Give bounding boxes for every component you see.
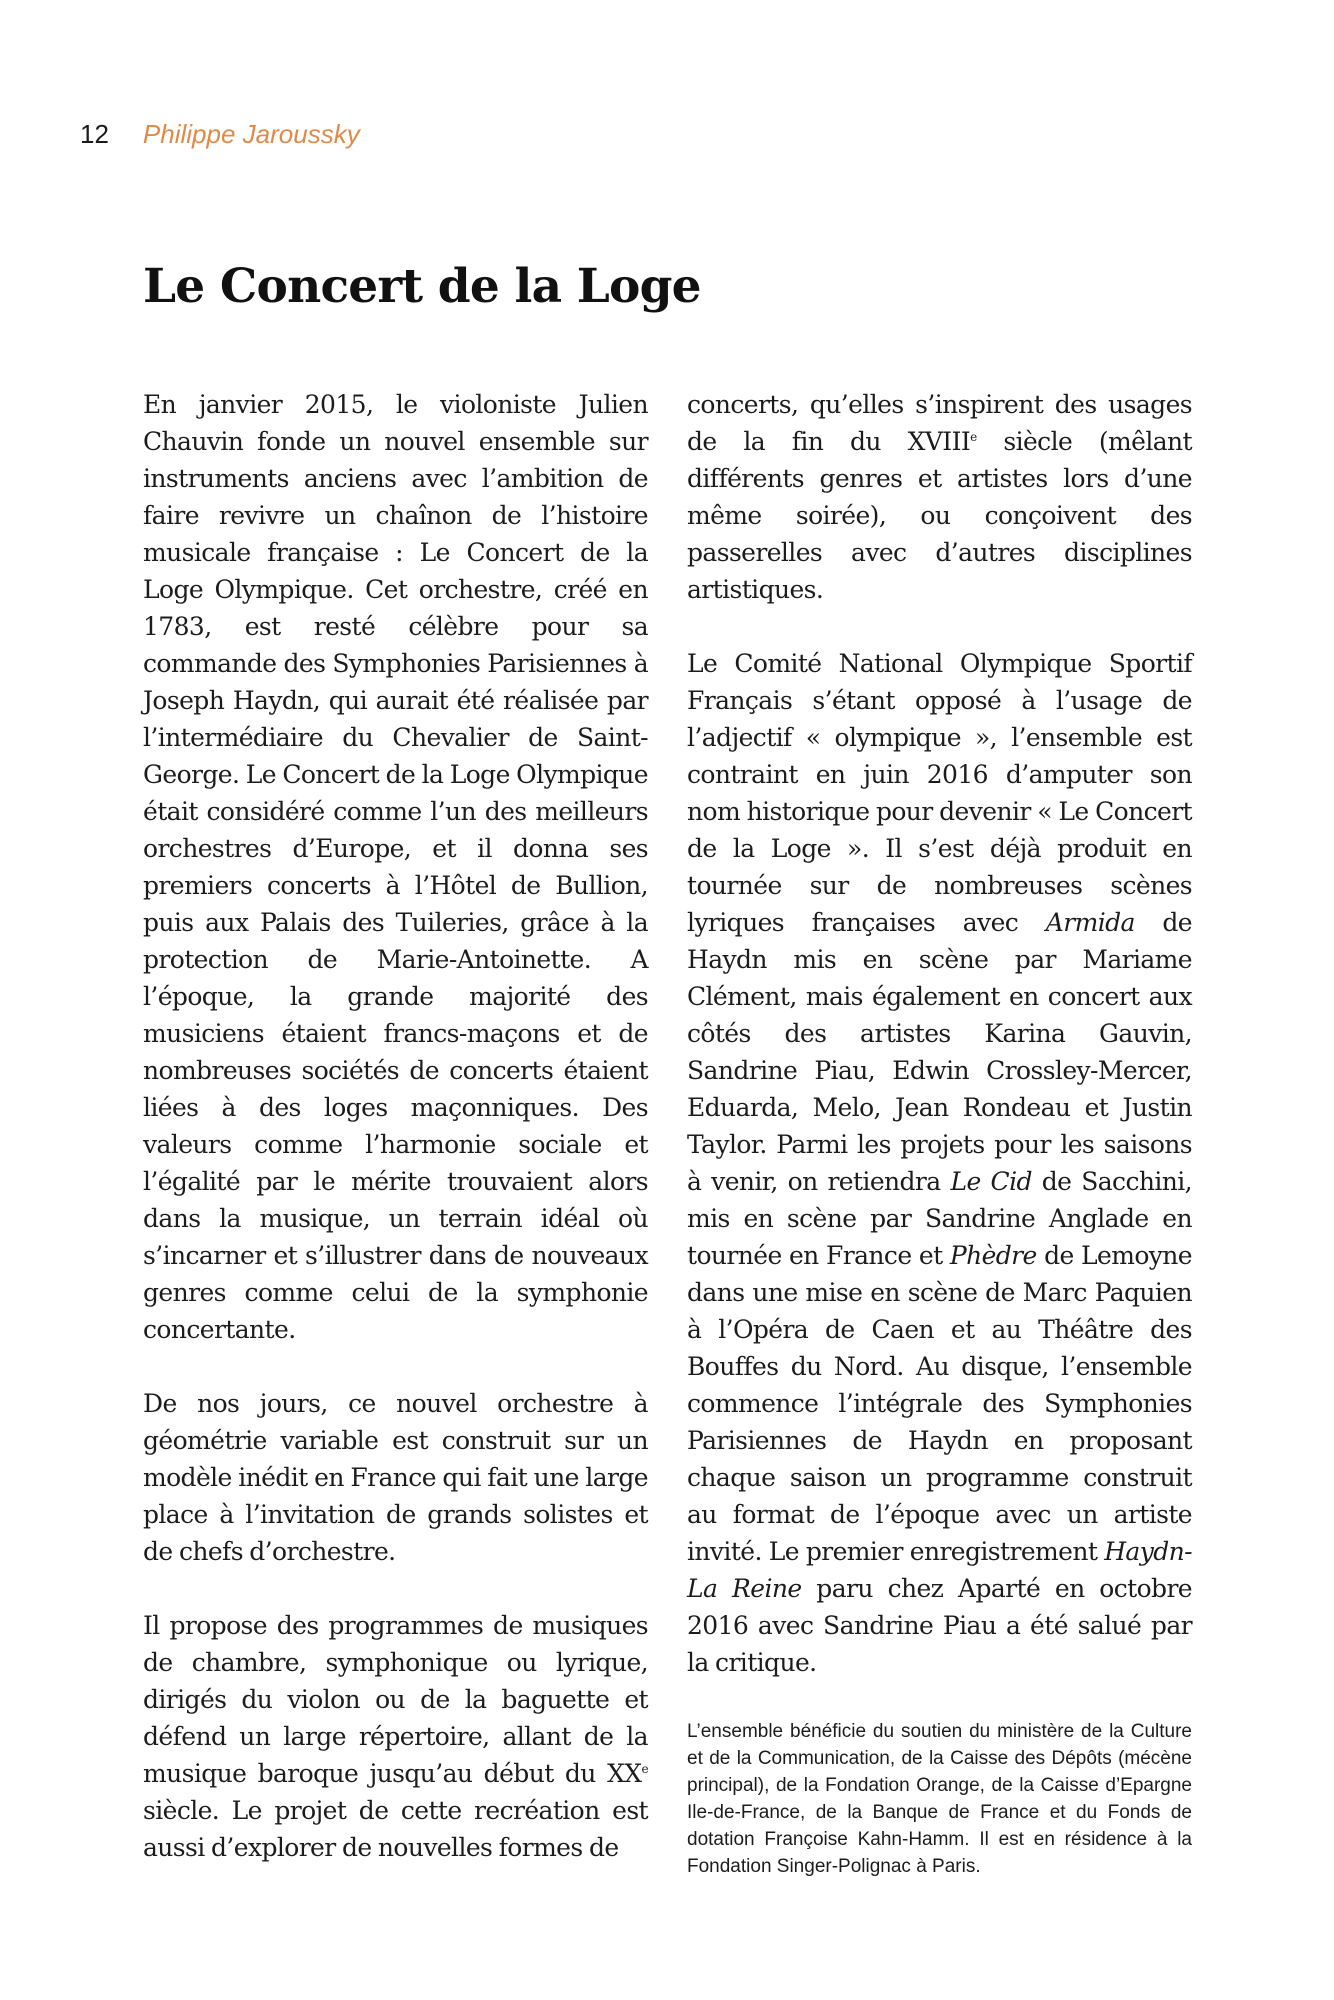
text-run: de Lemoyne dans une mise en scène de Marc Paquien à l’Opéra de Caen et au Théâtre des Bouffes du Nord. Au disque, l’ensemble commence l’intégrale des Symphonies Parisiennes de Haydn en proposant chaque saison un programme construit au format de l’époque avec un artiste invité. Le premier enregistrement (687, 1241, 1192, 1566)
work-title: Armida (1045, 908, 1135, 937)
text-run: siècle. Le projet de cette recréation est aussi d’explorer de nouvelles formes de (143, 1796, 648, 1862)
work-title: Phèdre (949, 1241, 1037, 1270)
paragraph (143, 1607, 648, 1866)
running-title: Philippe Jaroussky (142, 119, 360, 149)
left-column (143, 386, 648, 1866)
support-note: L’ensemble bénéficie du soutien du ministère de la Culture et de la Communication, de la Caisse des Dépôts (mécène principal), de la Fondation Orange, de la Caisse d’Epargne Ile-de-France, de la Banque de France et du Fonds de dotation Françoise Kahn-Hamm. Il est en résidence à la Fondation Singer-Polignac à Paris. (687, 1721, 1192, 1877)
page-number: 12 (80, 119, 109, 149)
right-column (687, 386, 1192, 1880)
work-title: Le Cid (950, 1167, 1032, 1196)
text-run: concerts, qu’elles s’inspirent des usages de la fin du XVIII (687, 390, 1192, 456)
text-run: Il propose des programmes de musiques de chambre, symphonique ou lyrique, dirigés du violon ou de la baguette et défend un large répertoire, allant de la musique baroque jusqu’au début du XX (143, 1611, 648, 1788)
text-run: de Haydn mis en scène par Mariame Clément, mais également en concert aux côtés des artistes Karina Gauvin, Sandrine Piau, Edwin Crossley-Mercer, Eduarda, Melo, Jean Rondeau et Justin Taylor. Parmi les projets pour les saisons à venir, on retiendra (687, 908, 1192, 1196)
running-header (80, 117, 360, 151)
text-run: Le Comité National Olympique Sportif Français s’étant opposé à l’usage de l’adjectif « olympique », l’ensemble est contraint en juin 2016 d’amputer son nom historique pour devenir « Le Concert de la Loge ». Il s’est déjà produit en tournée sur de nombreuses scènes lyriques françaises avec (687, 649, 1192, 937)
paragraph: De nos jours, ce nouvel orchestre à géométrie variable est construit sur un modèle inédit en France qui fait une large place à l’invitation de grands solistes et de chefs d’orchestre. (143, 1389, 648, 1566)
text-run: paru chez Aparté en octobre 2016 avec Sandrine Piau a été salué par la critique. (687, 1574, 1193, 1677)
superscript: e (970, 430, 977, 444)
text-run: siècle (mêlant différents genres et artistes lors d’une même soirée), ou conçoivent des passerelles avec d’autres disciplines artistiques. (687, 427, 1192, 604)
paragraph (687, 386, 1192, 608)
paragraph (687, 645, 1192, 1681)
text-run: de Sacchini, mis en scène par Sandrine Anglade en tournée en France et (687, 1167, 1192, 1270)
album-title: Haydn-La Reine (687, 1537, 1192, 1603)
superscript: e (641, 1762, 648, 1776)
article-title: Le Concert de la Loge (143, 259, 701, 314)
paragraph: En janvier 2015, le violoniste Julien Chauvin fonde un nouvel ensemble sur instruments anciens avec l’ambition de faire revivre un chaînon de l’histoire musicale française : Le Concert de la Loge Olympique. Cet orchestre, créé en 1783, est resté célèbre pour sa commande des Symphonies Parisiennes à Joseph Haydn, qui aurait été réalisée par l’intermédiaire du Chevalier de Saint-George. Le Concert de la Loge Olympique était considéré comme l’un des meilleurs orchestres d’Europe, et il donna ses premiers concerts à l’Hôtel de Bullion, puis aux Palais des Tuileries, grâce à la protection de Marie-Antoinette. A l’époque, la grande majorité des musiciens étaient francs-maçons et de nombreuses sociétés de concerts étaient liées à des loges maçonniques. Des valeurs comme l’harmonie sociale et l’égalité par le mérite trouvaient alors dans la musique, un terrain idéal où s’incarner et s’illustrer dans de nouveaux genres comme celui de la symphonie concertante. (143, 390, 648, 1344)
